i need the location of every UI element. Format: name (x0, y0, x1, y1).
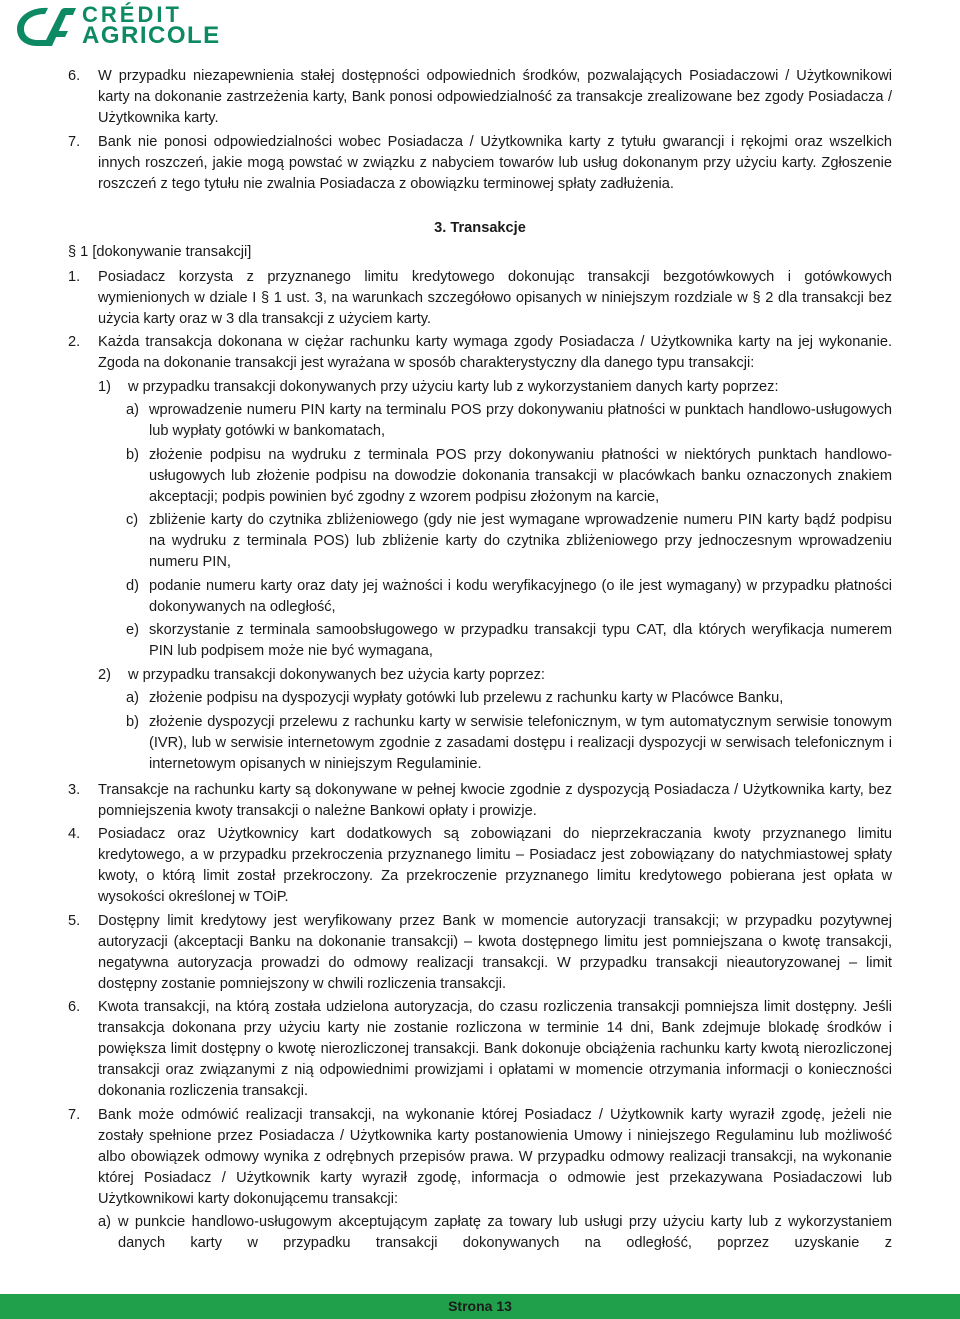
item-text: Dostępny limit kredytowy jest weryfikowany przez Bank w momencie autoryzacji transakcji; w przypadku pozytywnej autoryzacji (akceptacji Banku na dokonanie transakcji) – kwota dostępnego limitu jest pomniejszana o kwotę transakcji, negatywna autoryzacja prowadzi do odmowy realizacji transakcji. W przypadku transakcji nieautoryzowanej – limit dostępny zostanie pomniejszony w chwili rozliczenia transakcji. (98, 912, 892, 992)
item-text: Bank może odmówić realizacji transakcji, na wykonanie której Posiadacz / Użytkownik karty wyraził zgodę, jeżeli nie zostały spełnione przez Posiadacza / Użytkownika karty postanowienia Umowy i niniejszego Regulaminu lub możliwość albo obowiązek odmowy wynika z odrębnych przepisów prawa. W przypadku odmowy realizacji transakcji, na wykonanie której Posiadacz / Użytkownik karty wyraził zgodę, informacja o odmowie jest przekazywana Posiadaczowi lub Użytkownikowi karty dokonującemu transakcji: (98, 1106, 892, 1207)
point-text: podanie numeru karty oraz daty jej ważności i kodu weryfikacyjnego (o ile jest wymagany) w przypadku płatności dokonywanych na odległość, (149, 577, 892, 615)
item-text: Posiadacz korzysta z przyznanego limitu kredytowego dokonując transakcji bezgotówkowych i gotówkowych wymienionych w dziale I § 1 ust. 3, na warunkach szczegółowo opisanych w niniejszym rozdziale w § 2 dla transakcji bez użycia karty oraz w 3 dla transakcji z użyciem karty. (98, 268, 892, 327)
point-letter: a) (126, 402, 139, 418)
item-number: 2. (68, 334, 81, 350)
point-text: złożenie dyspozycji przelewu z rachunku karty w serwisie telefonicznym, w tym automatycznym serwisie tonowym (IVR), lub w serwisie internetowym zgodnie z zasadami dostępu i realizacji dyspozycji w serwisach telefonicznym i internetowym opisanych w niniejszym Regulaminie. (149, 713, 892, 772)
credit-agricole-logo (15, 3, 225, 47)
list-item (68, 824, 892, 908)
sub-item (98, 377, 892, 398)
point-letter: a) (98, 1214, 111, 1230)
list-item (68, 911, 892, 995)
point-text: w punkcie handlowo-usługowym akceptującym zapłatę za towary lub usługi przy użyciu karty lub z wykorzystaniem danych karty w przypadku transakcji dokonywanych na odległość, poprzez uzyskanie z (118, 1214, 892, 1251)
item-body (98, 1105, 892, 1257)
list-item (68, 332, 892, 777)
page-footer-bar (0, 1294, 960, 1319)
logo-wordmark-line1: CRÉDIT (82, 2, 182, 27)
item-body (98, 332, 892, 777)
item-number: 5. (68, 912, 81, 929)
list-item (68, 66, 892, 129)
point-item (126, 712, 892, 775)
point-text: skorzystanie z terminala samoobsługowego w przypadku transakcji typu CAT, dla których weryfikacja numerem PIN lub podpisem może nie być wymagana, (149, 622, 892, 659)
item-number: 4. (68, 826, 81, 842)
point-letter: a) (126, 690, 139, 706)
sub-item-text: w przypadku transakcji dokonywanych bez użycia karty poprzez: (128, 666, 545, 683)
sub-item-text: w przypadku transakcji dokonywanych przy użyciu karty lub z wykorzystaniem danych karty poprzez: (128, 378, 779, 395)
item-number: 6. (68, 999, 81, 1015)
point-letter: e) (126, 622, 139, 638)
point-letter: b) (126, 713, 139, 730)
sub-item-number: 2) (98, 666, 111, 683)
paragraph-title: § 1 [dokonywanie transakcji] (68, 243, 252, 260)
list-item (68, 1105, 892, 1257)
item-text: Posiadacz oraz Użytkownicy kart dodatkowych są zobowiązani do nieprzekraczania kwoty przyznanego limitu kredytowego, a w przypadku przekroczenia przyznanego limitu – Posiadacz jest zobowiązany do natychmiastowej spłaty kwoty, o którą limit został przekroczony. Za przekroczenie przyznanego limitu kredytowego pobierana jest opłata w wysokości określonej w TOiP. (98, 826, 892, 905)
point-item (126, 510, 892, 573)
section-heading: 3. Transakcje (434, 220, 526, 236)
document-body (68, 66, 892, 1259)
point-letter: d) (126, 577, 139, 594)
item-number: 7. (68, 1106, 81, 1123)
point-item (126, 576, 892, 618)
point-item (126, 620, 892, 662)
point-item (98, 1212, 892, 1254)
list-item (68, 780, 892, 822)
item-text: Transakcje na rachunku karty są dokonywane w pełnej kwocie zgodnie z dyspozycją Posiadacza / Użytkownika karty, bez pomniejszenia kwoty transakcji o należne Bankowi opłaty i prowizje. (98, 781, 892, 819)
point-text: zbliżenie karty do czytnika zbliżeniowego (gdy nie jest wymagane wprowadzenie numeru PIN karty bądź podpisu na wydruku z terminala POS) lub zbliżenie karty do czytnika zbliżeniowego przy jednoczesnym wprowadzeniu numeru PIN, (149, 512, 892, 570)
point-text: złożenie podpisu na dyspozycji wypłaty gotówki lub przelewu z rachunku karty w Placówce Banku, (149, 690, 784, 706)
item-text: W przypadku niezapewnienia stałej dostępności odpowiednich środków, pozwalających Posiadaczowi / Użytkownikowi karty na dokonanie zastrzeżenia karty, Bank ponosi odpowiedzialność za transakcje zrealizowane bez zgody Posiadacza / Użytkownika karty. (98, 68, 892, 126)
sub-item (98, 665, 892, 686)
item-number: 7. (68, 133, 81, 150)
list-item (68, 267, 892, 330)
point-text: wprowadzenie numeru PIN karty na terminalu POS przy dokonywaniu płatności w punktach handlowo-usługowych lub wypłaty gotówki w bankomatach, (149, 402, 892, 439)
item-text: Kwota transakcji, na którą została udzielona autoryzacja, do czasu rozliczenia transakcji pomniejsza limit dostępny. Jeśli transakcja dokonana przy użyciu karty nie zostanie rozliczona w terminie 14 dni, Bank zdejmuje blokadę środków i powiększa limit dostępny o kwotę nierozliczonej transakcji. Bank dokonuje obciążenia rachunku karty kwotą nierozliczonej transakcji oraz związanymi z nią odpowiednimi prowizjami i opłatami w momencie otrzymania informacji o konieczności dokonania rozliczenia transakcji. (98, 999, 892, 1099)
page-number: Strona 13 (448, 1298, 512, 1314)
point-text: złożenie podpisu na wydruku z terminala POS przy dokonywaniu płatności w niektórych punktach handlowo-usługowych lub złożenie podpisu na dowodzie dokonania transakcji w placówkach banku oznaczonych znakiem akceptacji; podpis powinien być zgodny z wzorem podpisu złożonym na karcie, (149, 446, 892, 505)
sub-item-number: 1) (98, 378, 111, 395)
item-number: 6. (68, 68, 81, 84)
point-item (126, 445, 892, 508)
credit-agricole-emblem-icon (15, 5, 77, 47)
list-item (68, 132, 892, 195)
logo-wordmark-line2: AGRICOLE (82, 22, 221, 49)
item-text: Bank nie ponosi odpowiedzialności wobec Posiadacza / Użytkownika karty z tytułu gwarancji i rękojmi oraz wszelkich innych roszczeń, jakie mogą powstać w związku z nabyciem towarów lub usług dokonanym przy użyciu karty. Zgłoszenie roszczeń z tego tytułu nie zwalnia Posiadacza z obowiązku terminowej spłaty zadłużenia. (98, 133, 892, 192)
item-number: 3. (68, 781, 81, 798)
item-number: 1. (68, 268, 81, 285)
point-letter: b) (126, 446, 139, 463)
list-item (68, 997, 892, 1102)
point-item (126, 400, 892, 442)
item-text: Każda transakcja dokonana w ciężar rachunku karty wymaga zgody Posiadacza / Użytkownika karty na jej wykonanie. Zgoda na dokonanie transakcji jest wyrażana w sposób charakterystyczny dla danego typu transakcji: (98, 334, 892, 371)
point-item (126, 688, 892, 709)
point-letter: c) (126, 512, 139, 528)
